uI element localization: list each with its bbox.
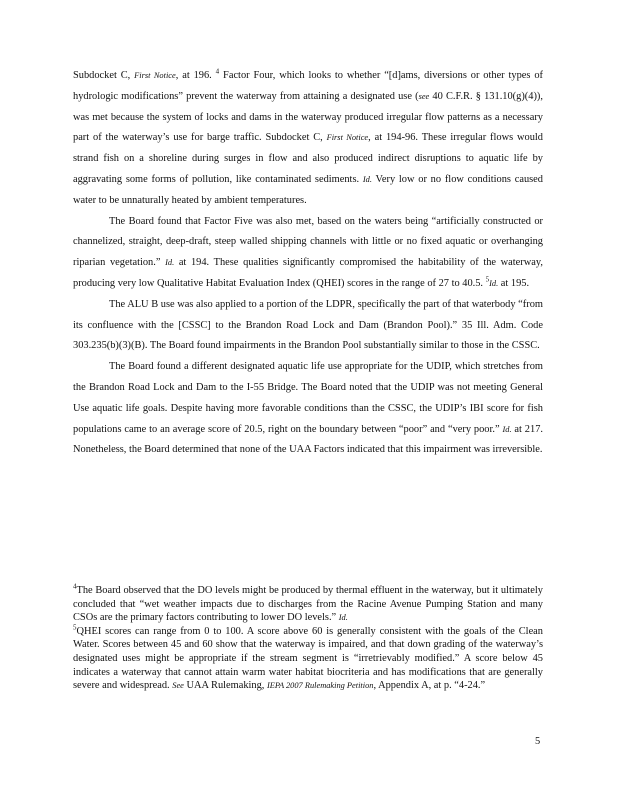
citation-italic: Id. xyxy=(489,278,499,288)
text-run: , Appendix A, at p. “4-24.” xyxy=(373,680,486,692)
footnote-4 xyxy=(73,584,543,625)
text-run: The ALU B use was also applied to a portion of the LDPR, specifically the part of that waterbody “from its confluence with the [CSSC] to the Brandon Road Lock and Dam (Brandon Pool).” 35 Ill. Adm. Code 303.235(b)(3)(B). The Board found impairments in the Brandon Pool substantially similar to those in the CSSC. xyxy=(73,298,543,352)
text-run: Very low or no flow conditions caused water to be unnaturally heated by ambient temperatures. xyxy=(73,173,543,206)
body-text xyxy=(73,66,543,461)
footnote-marker: 5 xyxy=(73,623,77,632)
footnote-marker: 4 xyxy=(73,582,77,591)
footnotes xyxy=(73,584,543,693)
citation-italic: Id. xyxy=(362,174,372,184)
text-run: QHEI scores can range from 0 to 100. A score above 60 is generally consistent with the goals of the Clean Water. Scores between 45 and 60 show that the waterway is impaired, and that down grading of the waterway’s designated uses might be appropriate if the stream segment is “irretrievably modified.” A score below 45 indicates a waterway that cannot attain warm water habitat biocriteria and has modifications that are generally severe and widespread. xyxy=(73,625,543,692)
footnote-marker: 4 xyxy=(215,67,220,76)
text-run: , at 196. xyxy=(175,70,216,81)
paragraph-3 xyxy=(73,295,543,357)
text-run: Subdocket C, xyxy=(73,70,135,81)
citation-italic: First Notice xyxy=(134,71,176,80)
citation-italic: Id. xyxy=(338,613,348,623)
text-run: Factor Four, which looks to whether “[d]ams, diversions or other types of hydrologic modifications” prevent the waterway from attaining a designated use ( xyxy=(73,70,544,102)
text-run: at 217. Nonetheless, the Board determined that none of the UAA Factors indicated that this impairment was irreversible. xyxy=(73,423,543,456)
citation-italic: see xyxy=(418,91,430,101)
text-run: 40 C.F.R. § 131.10(g)(4)), was met because the system of locks and dams in the waterway produced irregular flow patterns as a necessary part of the waterway’s use for barge traffic. Subdocket C, xyxy=(73,90,543,144)
paragraph-4 xyxy=(73,357,543,461)
text-run: The Board found that Factor Five was also met, based on the waters being “artificially constructed or channelized, straight, deep-draft, steep walled shipping channels with little or no fixed aquatic or overhanging riparian vegetation.” xyxy=(73,215,543,269)
text-run: The Board found a different designated aquatic life use appropriate for the UDIP, which stretches from the Brandon Road Lock and Dam to the I-55 Bridge. The Board noted that the UDIP was not meeting General Use aquatic life goals. Despite having more favorable conditions than the CSSC, the UDIP’s IBI score for fish populations came to an average score of 20.5, right on the boundary between “poor” and “very poor.” xyxy=(73,361,543,435)
text-run: , at 194-96. These irregular flows would strand fish on a shoreline during surges in flow and also produced indirect disruptions to aquatic life by aggravating some forms of pollution, like contaminated sediments. xyxy=(73,132,543,185)
page-number: 5 xyxy=(535,736,541,747)
citation-italic: Id. xyxy=(502,424,512,434)
text-run: at 195. xyxy=(498,277,530,289)
text-run: at 194. These qualities significantly compromised the habitability of the waterway, producing very low Qualitative Habitat Evaluation Index (QHEI) scores in the range of 27 to 40.5. xyxy=(73,257,543,289)
citation-italic: First Notice xyxy=(326,133,369,143)
footnote-5 xyxy=(73,625,543,693)
paragraph-1 xyxy=(73,66,543,212)
text-run: The Board observed that the DO levels might be produced by thermal effluent in the waterway, but it ultimately concluded that “wet weather impacts due to discharges from the Racine Avenue Pumping Station and many CSOs are the primary factors contributing to lower DO levels.” xyxy=(73,585,543,624)
text-run: UAA Rulemaking, xyxy=(183,680,267,692)
citation-italic: Id. xyxy=(165,258,175,268)
citation-italic: IEPA 2007 Rulemaking Petition xyxy=(267,681,374,691)
citation-italic: See xyxy=(172,681,184,691)
footnote-marker: 5 xyxy=(485,275,490,284)
paragraph-2 xyxy=(73,212,543,295)
